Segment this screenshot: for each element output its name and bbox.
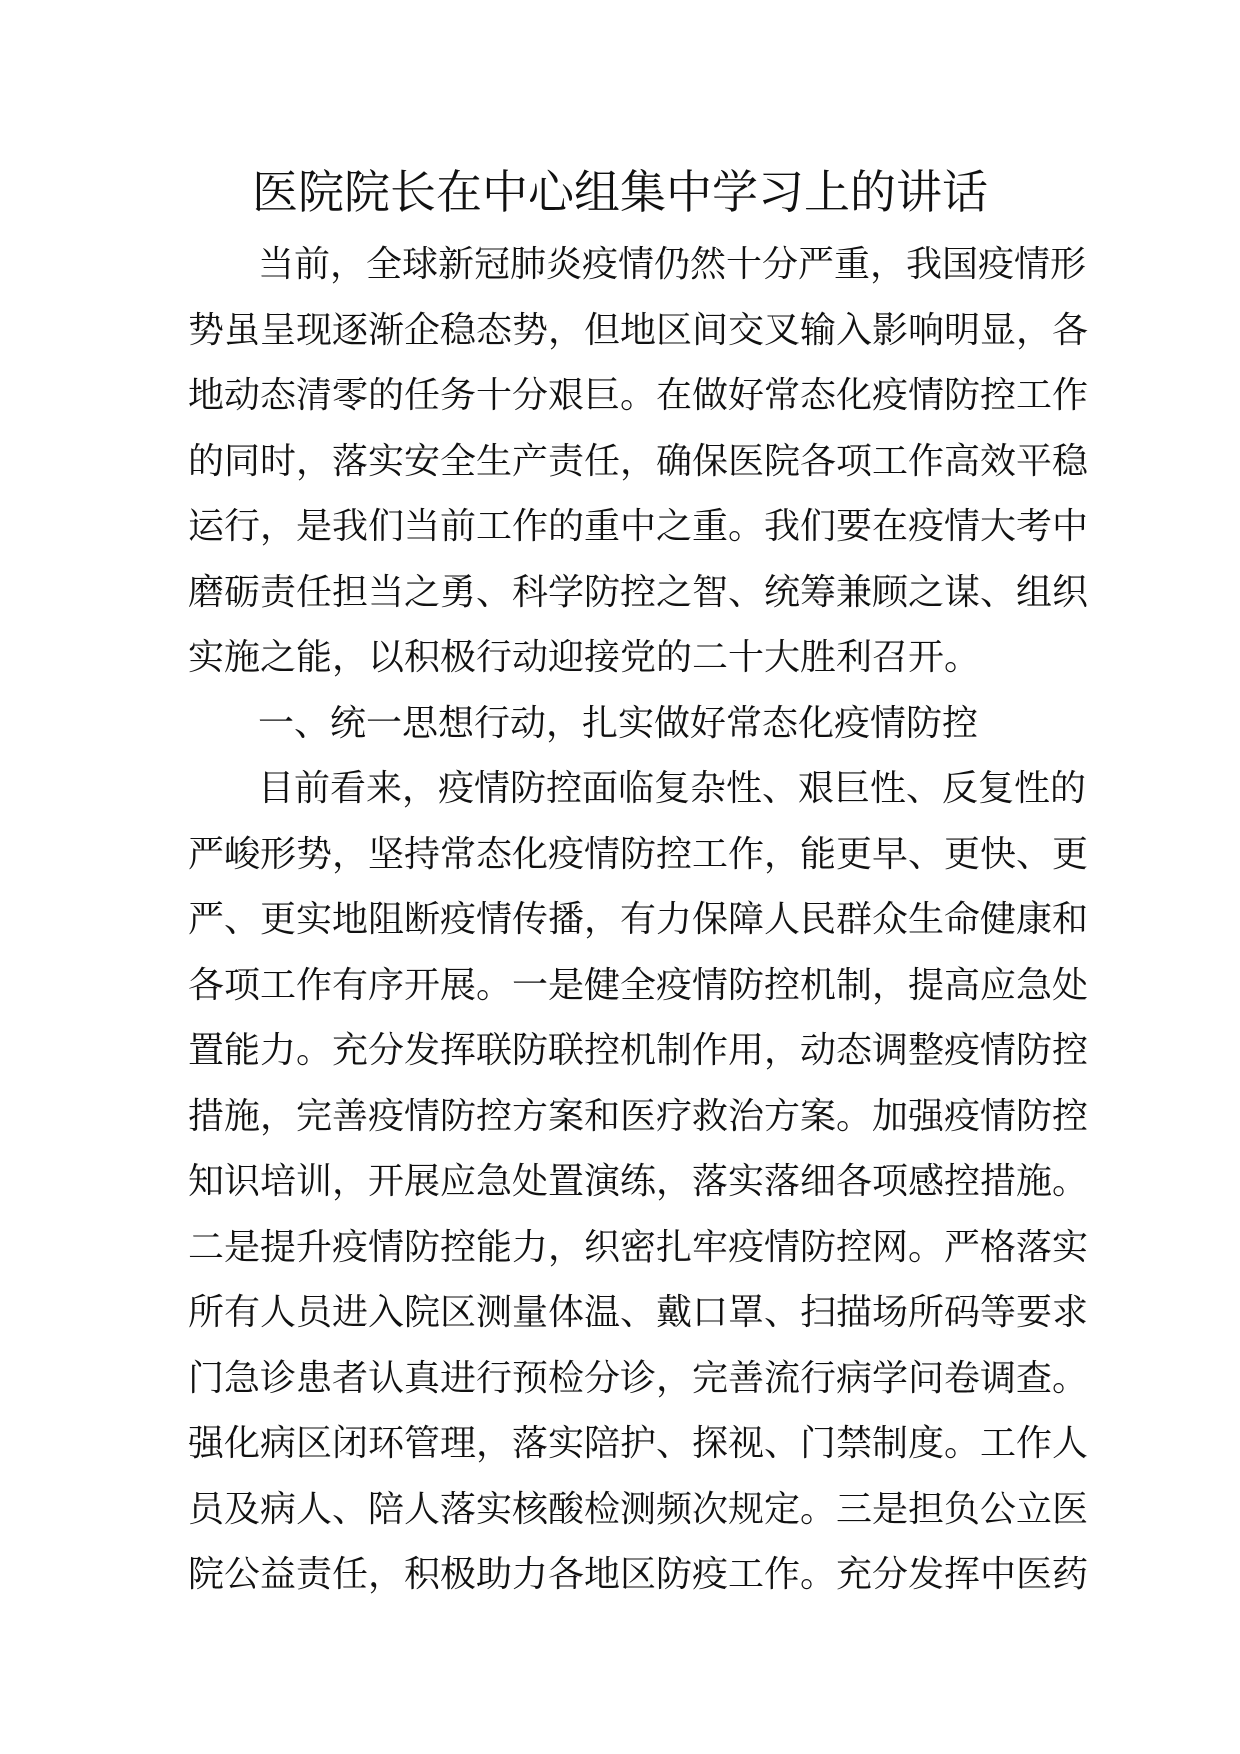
body-line-1: 当前，全球新冠肺炎疫情仍然十分严重，我国疫情形	[258, 244, 1087, 285]
body-line-7: 实施之能，以积极行动迎接党的二十大胜利召开。	[188, 637, 981, 678]
body-line-20: 员及病人、陪人落实核酸检测频次规定。三是担负公立医	[188, 1488, 1089, 1530]
body-line-9: 目前看来，疫情防控面临复杂性、艰巨性、反复性的	[258, 768, 1087, 809]
body-line-17: 所有人员进入院区测量体温、戴口罩、扫描场所码等要求	[188, 1292, 1089, 1333]
section-heading-1: 一、统一思想行动，扎实做好常态化疫情防控	[258, 702, 979, 744]
body-line-12: 各项工作有序开展。一是健全疫情防控机制，提高应急处	[188, 964, 1089, 1006]
body-line-11: 严、更实地阻断疫情传播，有力保障人民群众生命健康和	[188, 899, 1089, 940]
body-line-3: 地动态清零的任务十分艰巨。在做好常态化疫情防控工作	[188, 375, 1089, 416]
body-line-10: 严峻形势，坚持常态化疫情防控工作，能更早、更快、更	[188, 833, 1089, 875]
document-body	[188, 232, 1089, 1608]
body-line-13: 置能力。充分发挥联防联控机制作用，动态调整疫情防控	[188, 1030, 1089, 1071]
body-line-6: 磨砺责任担当之勇、科学防控之智、统筹兼顾之谋、组织	[188, 571, 1089, 613]
body-line-19: 强化病区闭环管理，落实陪护、探视、门禁制度。工作人	[188, 1423, 1089, 1464]
body-line-15: 知识培训，开展应急处置演练，落实落细各项感控措施。	[188, 1161, 1089, 1202]
body-line-5: 运行，是我们当前工作的重中之重。我们要在疫情大考中	[188, 506, 1089, 547]
body-line-14: 措施，完善疫情防控方案和医疗救治方案。加强疫情防控	[188, 1095, 1089, 1137]
document-title: 医院院长在中心组集中学习上的讲话	[252, 165, 988, 219]
body-line-16: 二是提升疫情防控能力，织密扎牢疫情防控网。严格落实	[188, 1226, 1089, 1268]
body-line-21: 院公益责任，积极助力各地区防疫工作。充分发挥中医药	[188, 1554, 1089, 1595]
body-line-18: 门急诊患者认真进行预检分诊，完善流行病学问卷调查。	[188, 1357, 1089, 1399]
body-line-4: 的同时，落实安全生产责任，确保医院各项工作高效平稳	[188, 440, 1089, 482]
body-line-2: 势虽呈现逐渐企稳态势，但地区间交叉输入影响明显，各	[188, 309, 1089, 351]
